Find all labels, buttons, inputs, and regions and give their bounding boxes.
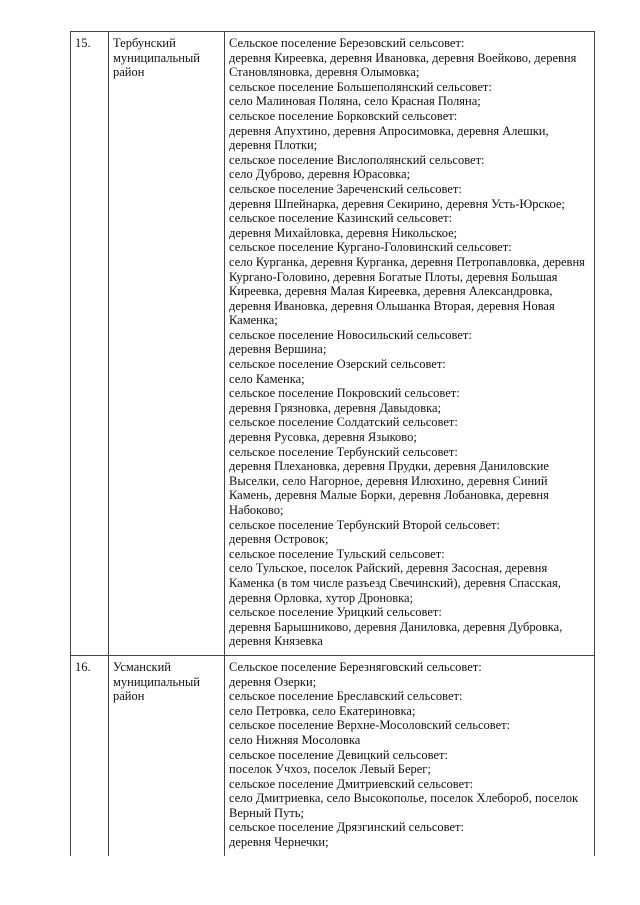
list-line: сельское поселение Тульский сельсовет: <box>229 546 445 561</box>
list-line: село Дуброво, деревня Юрасовка; <box>229 167 411 182</box>
list-line: деревня Плехановка, деревня Прудки, деревня Даниловские Выселки, село Нагорное, деревня Илюхино, деревня Синий Камень, деревня Малые Борки, деревня Лобановка, деревня Набоково; <box>229 459 549 517</box>
list-line: сельское поселение Бреславский сельсовет: <box>229 689 463 704</box>
list-line: деревня Апухтино, деревня Апросимовка, деревня Алешки, деревня Плотки; <box>229 123 549 153</box>
list-line: Сельское поселение Березовский сельсовет: <box>229 36 465 50</box>
settlement-list <box>225 655 595 855</box>
list-line: сельское поселение Новосильский сельсовет: <box>229 327 472 342</box>
list-line: сельское поселение Казинский сельсовет: <box>229 211 453 226</box>
list-line: сельское поселение Большеполянский сельсовет: <box>229 79 492 94</box>
row-number: 15. <box>71 32 109 656</box>
list-line: сельское поселение Тербунский Второй сельсовет: <box>229 517 500 532</box>
list-line: сельское поселение Борковский сельсовет: <box>229 108 458 123</box>
list-line: село Нижняя Мосоловка <box>229 732 361 747</box>
district-name: Усманский муниципальный район <box>109 655 225 855</box>
list-line: сельское поселение Вислополянский сельсовет: <box>229 152 485 167</box>
list-line: сельское поселение Солдатский сельсовет: <box>229 415 458 430</box>
list-line: сельское поселение Покровский сельсовет: <box>229 386 460 401</box>
list-line: деревня Барышниково, деревня Даниловка, деревня Дубровка, деревня Князевка <box>229 619 563 649</box>
list-line: сельское поселение Зареченский сельсовет: <box>229 181 462 196</box>
list-line: сельское поселение Дрязгинский сельсовет: <box>229 820 464 835</box>
settlements-table <box>70 31 595 856</box>
list-line: сельское поселение Тербунский сельсовет: <box>229 444 458 459</box>
list-line: село Каменка; <box>229 371 305 386</box>
list-line: деревня Русовка, деревня Языково; <box>229 430 417 445</box>
list-line: Сельское поселение Березняговский сельсовет: <box>229 659 482 674</box>
list-line: село Дмитриевка, село Высокополье, поселок Хлебороб, поселок Верный Путь; <box>229 791 579 820</box>
list-line: сельское поселение Кургано-Головинский сельсовет: <box>229 240 512 255</box>
list-line: деревня Чернечки; <box>229 835 329 850</box>
list-line: деревня Озерки; <box>229 674 317 689</box>
row-number: 16. <box>71 655 109 855</box>
list-line: село Курганка, деревня Курганка, деревня Петропавловка, деревня Кургано-Головино, деревня Богатые Плоты, деревня Большая Киреевка, деревня Малая Киреевка, деревня Александровка, деревня Ивановка, деревня Ольшанка Вторая, деревня Новая Каменка; <box>229 254 585 328</box>
list-line: деревня Грязновка, деревня Давыдовка; <box>229 400 442 415</box>
list-line: сельское поселение Девицкий сельсовет: <box>229 747 448 762</box>
district-name: Тербунский муниципальный район <box>109 32 225 656</box>
list-line: сельское поселение Озерский сельсовет: <box>229 357 446 372</box>
list-line: сельское поселение Дмитриевский сельсовет: <box>229 776 474 791</box>
list-line: деревня Вершина; <box>229 342 327 357</box>
list-line: деревня Островок; <box>229 532 329 547</box>
table-row <box>71 32 595 656</box>
list-line: деревня Михайловка, деревня Никольское; <box>229 225 458 240</box>
list-line: село Петровка, село Екатериновка; <box>229 703 416 718</box>
list-line: село Малиновая Поляна, село Красная Поляна; <box>229 94 481 109</box>
list-line: деревня Киреевка, деревня Ивановка, деревня Воейково, деревня Становляновка, деревня Олымовка; <box>229 50 577 80</box>
settlement-list <box>225 32 595 656</box>
list-line: сельское поселение Верхне-Мосоловский сельсовет: <box>229 718 511 733</box>
table-row <box>71 655 595 855</box>
list-line: поселок Учхоз, поселок Левый Берег; <box>229 762 431 777</box>
list-line: сельское поселение Урицкий сельсовет: <box>229 605 442 620</box>
list-line: деревня Шпейнарка, деревня Секирино, деревня Усть-Юрское; <box>229 196 565 211</box>
list-line: село Тульское, поселок Райский, деревня Засосная, деревня Каменка (в том числе разъезд Свечинский), деревня Спасская, деревня Орловка, хутор Дроновка; <box>229 561 561 605</box>
